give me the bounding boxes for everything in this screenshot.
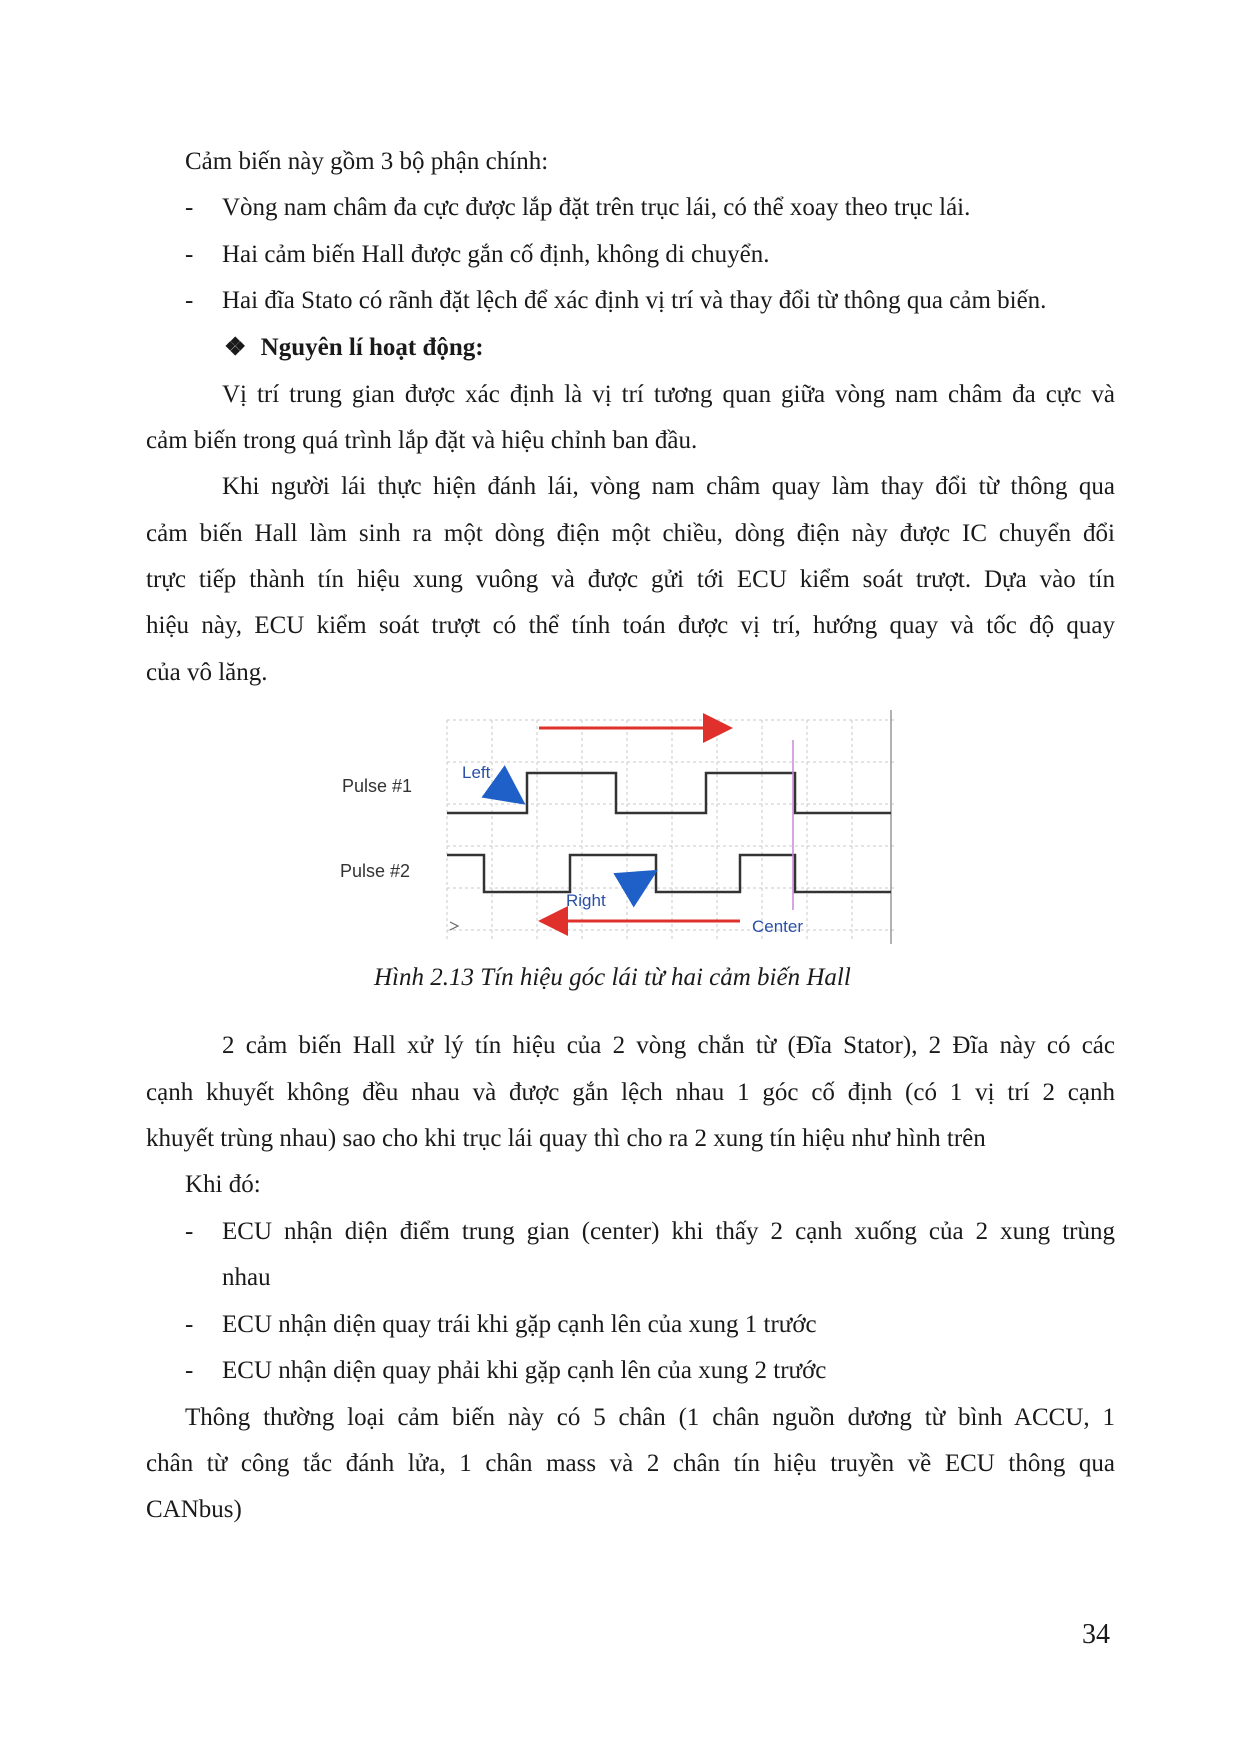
bullet-dash: - [185, 1218, 194, 1245]
para1-line1: Vị trí trung gian được xác định là vị trí tương quan giữa vòng nam châm đa cực và [222, 381, 1115, 408]
oscilloscope-screen [444, 700, 896, 944]
para2-line5: của vô lăng. [146, 659, 268, 686]
bullet-dash: - [185, 1357, 194, 1384]
para4-line1: Thông thường loại cảm biến này có 5 chân (1 chân nguồn dương từ bình ACCU, 1 [185, 1404, 1115, 1431]
rule-3: ECU nhận diện quay phải khi gặp cạnh lên của xung 2 trước [222, 1357, 827, 1384]
bullet-dash: - [185, 241, 194, 268]
intro-text: Cảm biến này gồm 3 bộ phận chính: [185, 148, 549, 175]
right-label: Right [566, 891, 606, 910]
para2-line1: Khi người lái thực hiện đánh lái, vòng nam châm quay làm thay đổi từ thông qua [222, 473, 1115, 500]
screen-background [444, 700, 896, 944]
page-number: 34 [1082, 1619, 1110, 1650]
left-label: Left [462, 763, 491, 782]
pulse2-label: Pulse #2 [340, 861, 411, 881]
para1-line2: cảm biến trong quá trình lắp đặt và hiệu chỉnh ban đầu. [146, 427, 698, 454]
rule-2: ECU nhận diện quay trái khi gặp cạnh lên của xung 1 trước [222, 1311, 817, 1338]
para2-line2: cảm biến Hall làm sinh ra một dòng điện một chiều, dòng điện này được IC chuyển đổi [146, 520, 1115, 547]
bullet-dash: - [185, 1311, 194, 1338]
part-2: Hai cảm biến Hall được gắn cố định, không di chuyển. [222, 241, 770, 268]
figure-caption: Hình 2.13 Tín hiệu góc lái từ hai cảm biến Hall [374, 964, 851, 991]
para3-line2: cạnh khuyết không đều nhau và được gắn lệch nhau 1 góc cố định (có 1 vị trí 2 cạnh [146, 1079, 1115, 1106]
para2-line3: trực tiếp thành tín hiệu xung vuông và được gửi tới ECU kiểm soát trượt. Dựa vào tín [146, 566, 1115, 593]
diamond-bullet-icon: ❖ [224, 334, 247, 361]
para3-line1: 2 cảm biến Hall xử lý tín hiệu của 2 vòng chắn từ (Đĩa Stator), 2 Đĩa này có các [222, 1032, 1115, 1059]
then-text: Khi đó: [185, 1171, 261, 1198]
rule-1-line2: nhau [222, 1264, 271, 1291]
pulse-figure [330, 700, 896, 944]
part-1: Vòng nam châm đa cực được lắp đặt trên trục lái, có thể xoay theo trục lái. [222, 194, 971, 221]
section-heading [224, 333, 484, 363]
bullet-dash: - [185, 287, 194, 314]
part-3: Hai đĩa Stato có rãnh đặt lệch để xác định vị trí và thay đổi từ thông qua cảm biến. [222, 287, 1047, 314]
pulse1-label: Pulse #1 [342, 776, 413, 796]
para4-line3: CANbus) [146, 1496, 242, 1523]
para2-line4: hiệu này, ECU kiểm soát trượt có thể tính toán được vị trí, hướng quay và tốc độ quay [146, 612, 1115, 639]
para3-line3: khuyết trùng nhau) sao cho khi trục lái quay thì cho ra 2 xung tín hiệu như hình trên [146, 1125, 986, 1152]
bullet-dash: - [185, 194, 194, 221]
rule-1-line1: ECU nhận diện điểm trung gian (center) khi thấy 2 cạnh xuống của 2 xung trùng [222, 1218, 1115, 1245]
para4-line2: chân từ công tắc đánh lửa, 1 chân mass và 2 chân tín hiệu truyền về ECU thông qua [146, 1450, 1115, 1477]
heading-text: Nguyên lí hoạt động: [260, 334, 484, 361]
center-label: Center [752, 917, 804, 936]
